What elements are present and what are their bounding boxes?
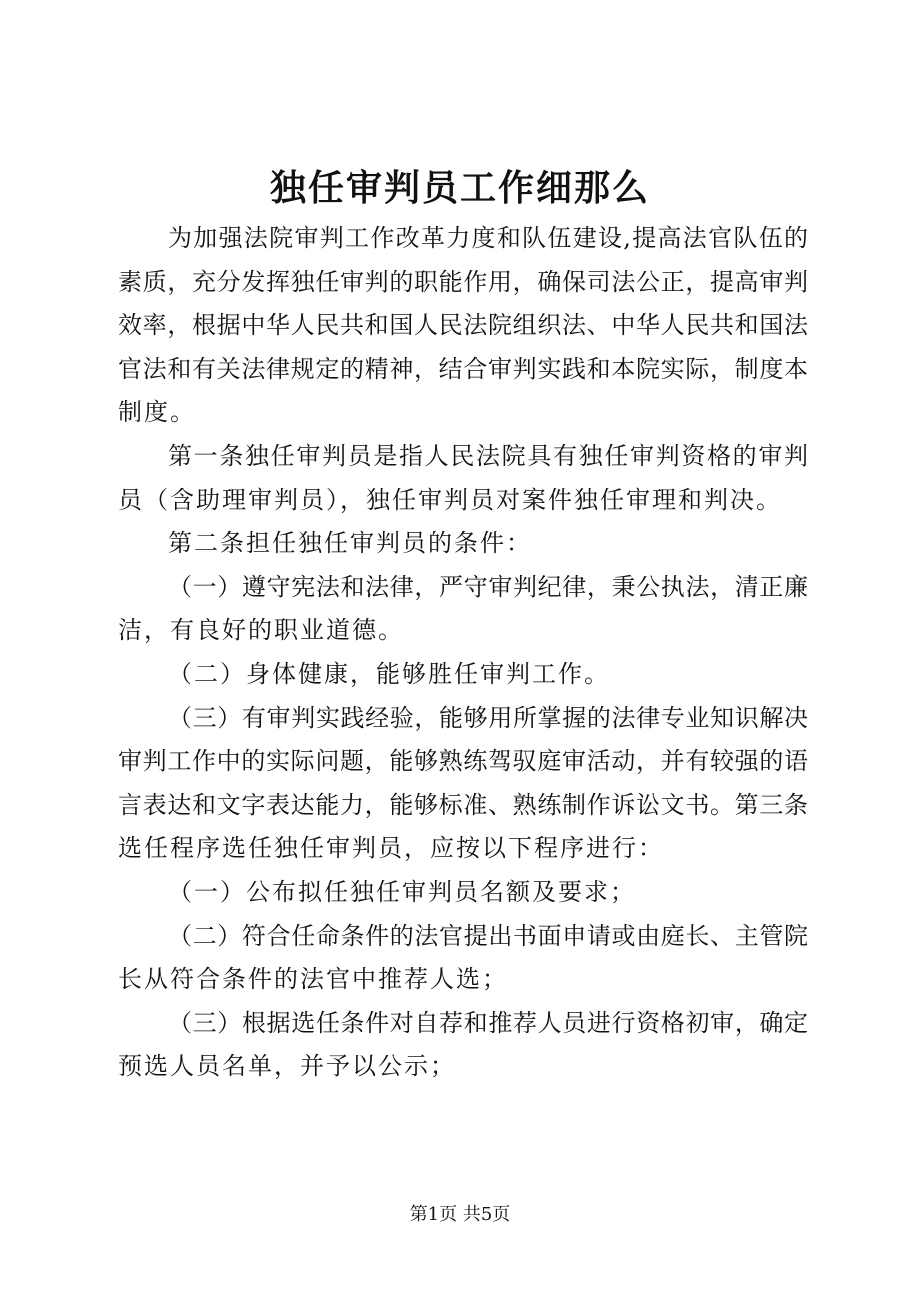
text-line: 第一条独任审判员是指人民法院具有独任审判资格的审判 [168,441,808,470]
text-line: 为加强法院审判工作改革力度和队伍建设,提高法官队伍的 [168,224,808,252]
text-line: 素质，充分发挥独任审判的职能作用，确保司法公正，提高审判 [118,267,808,296]
document-body [118,217,808,1089]
text-line: 言表达和文字表达能力，能够标准、熟练制作诉讼文书。第三条 [118,790,808,819]
text-line: 第二条担任独任审判员的条件： [168,529,532,558]
text-line: 洁，有良好的职业道德。 [118,616,404,645]
text-line: 制度。 [118,398,196,427]
text-line: （二）身体健康，能够胜任审判工作。 [168,659,610,688]
paragraph [118,697,808,871]
page-footer: 第1页 共5页 [409,1204,511,1225]
text-line: （二）符合任命条件的法官提出书面申请或由庭长、主管院 [168,921,808,950]
paragraph [118,566,808,653]
paragraph [118,653,808,697]
text-line: （三）根据选任条件对自荐和推荐人员进行资格初审，确定 [168,1008,808,1037]
text-line: 长从符合条件的法官中推荐人选； [118,965,508,994]
text-line: （三）有审判实践经验，能够用所掌握的法律专业知识解决 [168,703,808,732]
document-title: 独任审判员工作细那么 [269,168,650,209]
text-line: 选任程序选任独任审判员，应按以下程序进行： [118,834,664,863]
text-line: （一）遵守宪法和法律，严守审判纪律，秉公执法，清正廉 [168,572,808,601]
text-line: 效率，根据中华人民共和国人民法院组织法、中华人民共和国法 [118,311,808,340]
paragraph [118,217,808,435]
text-line: （一）公布拟任独任审判员名额及要求； [168,877,636,906]
paragraph [118,435,808,522]
text-line: 预选人员名单，并予以公示； [118,1052,456,1081]
paragraph [118,871,808,915]
paragraph [118,915,808,1002]
paragraph [118,522,808,566]
text-line: 官法和有关法律规定的精神，结合审判实践和本院实际，制度本 [118,354,808,383]
paragraph [118,1002,808,1089]
text-line: 员（含助理审判员），独任审判员对案件独任审理和判决。 [118,485,782,514]
text-line: 审判工作中的实际问题，能够熟练驾驭庭审活动，并有较强的语 [118,747,808,776]
